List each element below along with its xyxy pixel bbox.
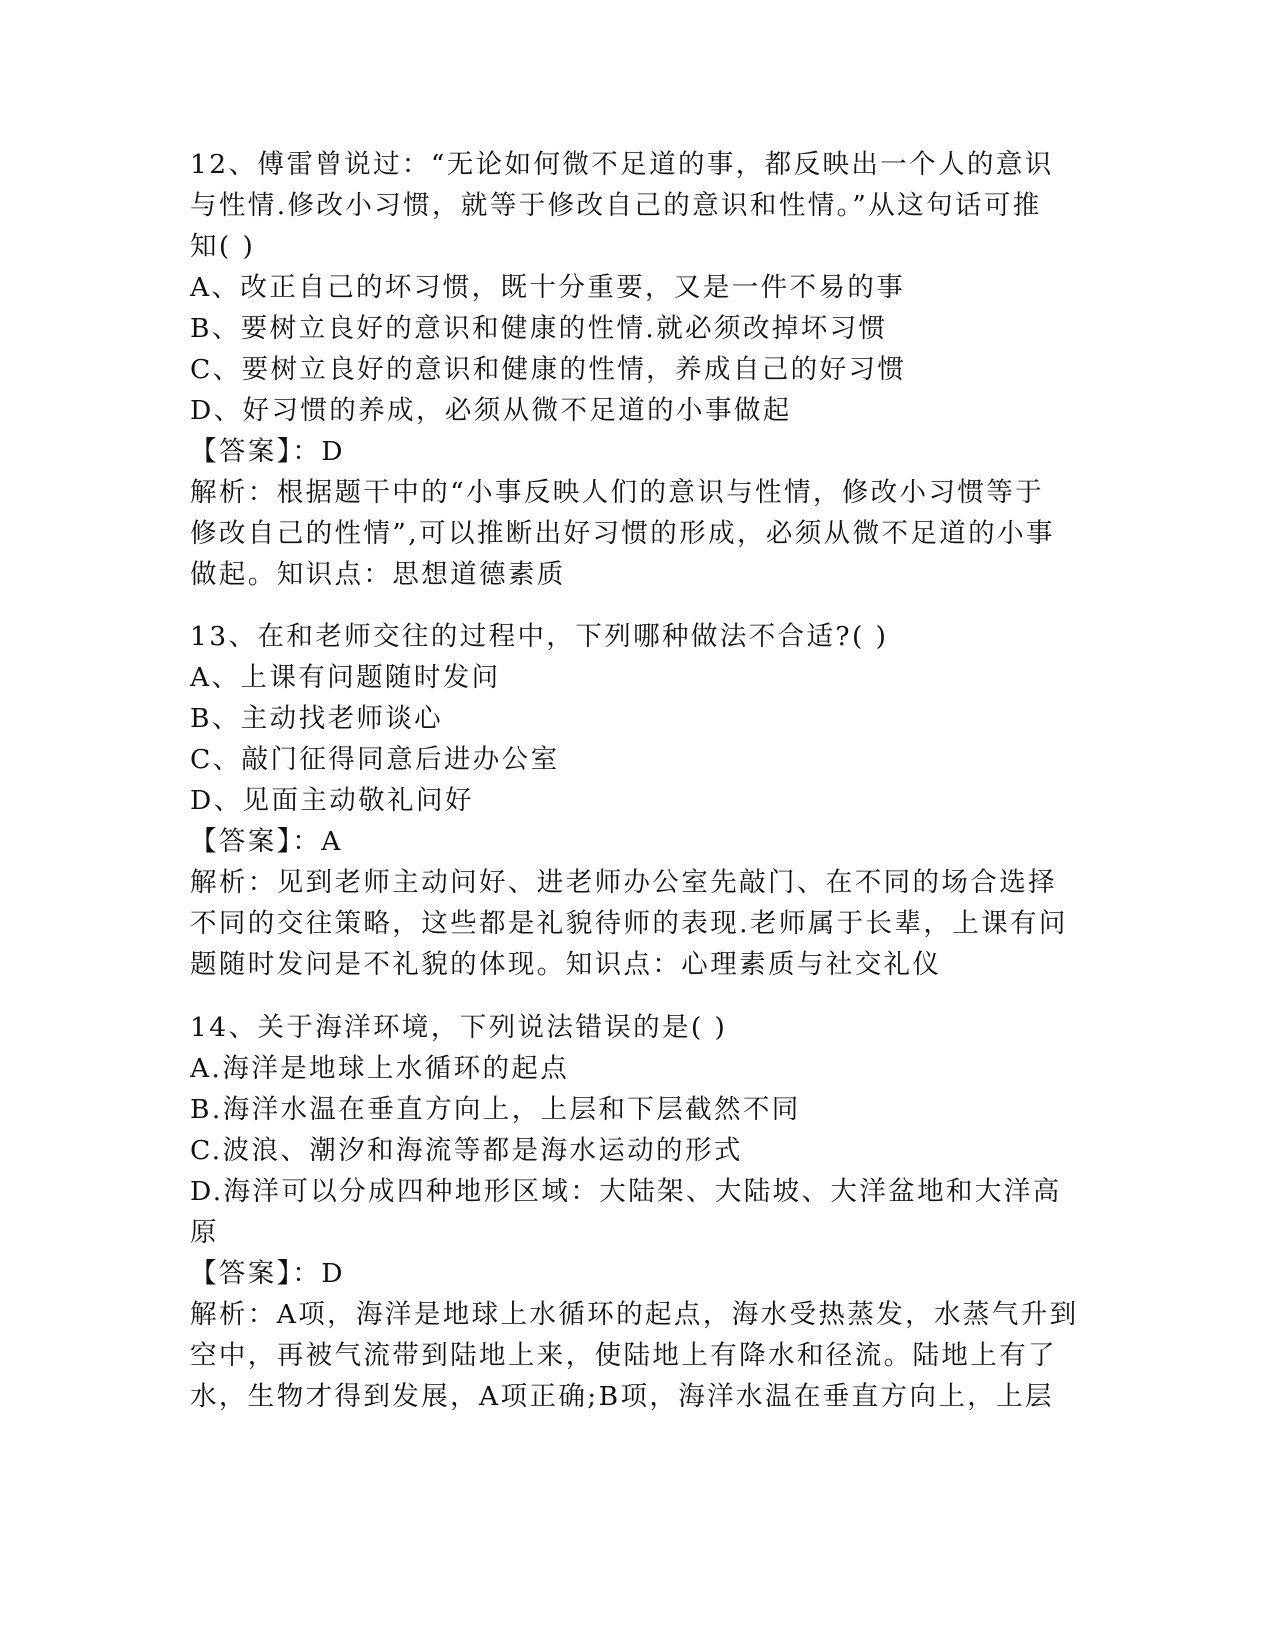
question-14-analysis-line-2: 空中，再被气流带到陆地上来，使陆地上有降水和径流。陆地上有了 [190,1340,1057,1371]
question-13-analysis-line-1: 解析：见到老师主动问好、进老师办公室先敲门、在不同的场合选择 [190,867,1057,898]
question-12-stem-line-2: 与性情.修改小习惯，就等于修改自己的意识和性情。”从这句话可推 [190,190,1042,221]
question-13-option-c: C、敲门征得同意后进办公室 [190,744,560,775]
question-14-analysis-line-1: 解析：A项，海洋是地球上水循环的起点，海水受热蒸发，水蒸气升到 [190,1299,1079,1330]
question-13-option-d: D、见面主动敬礼问好 [190,785,474,816]
question-14-option-d-line-2: 原 [190,1217,219,1248]
question-14-answer: 【答案】：D [190,1258,345,1289]
question-14-option-b: B.海洋水温在垂直方向上，上层和下层截然不同 [190,1094,801,1125]
question-12-analysis-line-2: 修改自己的性情”,可以推断出好习惯的形成，必须从微不足道的小事 [190,518,1055,549]
question-12-option-b: B、要树立良好的意识和健康的性情.就必须改掉坏习惯 [190,313,888,344]
question-13-analysis-line-2: 不同的交往策略，这些都是礼貌待师的表现.老师属于长辈，上课有问 [190,908,1068,939]
question-12-option-a: A、改正自己的坏习惯，既十分重要，又是一件不易的事 [190,272,906,303]
question-13-analysis-line-3: 题随时发问是不礼貌的体现。知识点：心理素质与社交礼仪 [190,949,942,980]
question-14-option-a: A.海洋是地球上水循环的起点 [190,1053,570,1084]
question-14-option-c: C.波浪、潮汐和海流等都是海水运动的形式 [190,1135,743,1166]
question-12-stem-line-3: 知( ) [190,231,256,262]
question-12-answer: 【答案】：D [190,436,345,467]
question-13-answer: 【答案】：A [190,826,343,857]
question-14-analysis-line-3: 水，生物才得到发展，A项正确;B项，海洋水温在垂直方向上，上层 [190,1381,1054,1412]
question-12-stem-line-1: 12、傅雷曾说过：“无论如何微不足道的事，都反映出一个人的意识 [190,149,1054,180]
question-13-option-b: B、主动找老师谈心 [190,703,444,734]
question-13-stem-line-1: 13、在和老师交往的过程中，下列哪种做法不合适?( ) [190,621,889,652]
question-14-stem-line-1: 14、关于海洋环境，下列说法错误的是( ) [190,1012,728,1043]
question-12-analysis-line-1: 解析：根据题干中的“小事反映人们的意识与性情，修改小习惯等于 [190,477,1045,508]
question-12-option-d: D、好习惯的养成，必须从微不足道的小事做起 [190,395,792,426]
question-12-analysis-line-3: 做起。知识点：思想道德素质 [190,559,566,590]
question-12-option-c: C、要树立良好的意识和健康的性情，养成自己的好习惯 [190,354,907,385]
question-13-option-a: A、上课有问题随时发问 [190,662,501,693]
question-14-option-d-line-1: D.海洋可以分成四种地形区域：大陆架、大陆坡、大洋盆地和大洋高 [190,1176,1062,1207]
